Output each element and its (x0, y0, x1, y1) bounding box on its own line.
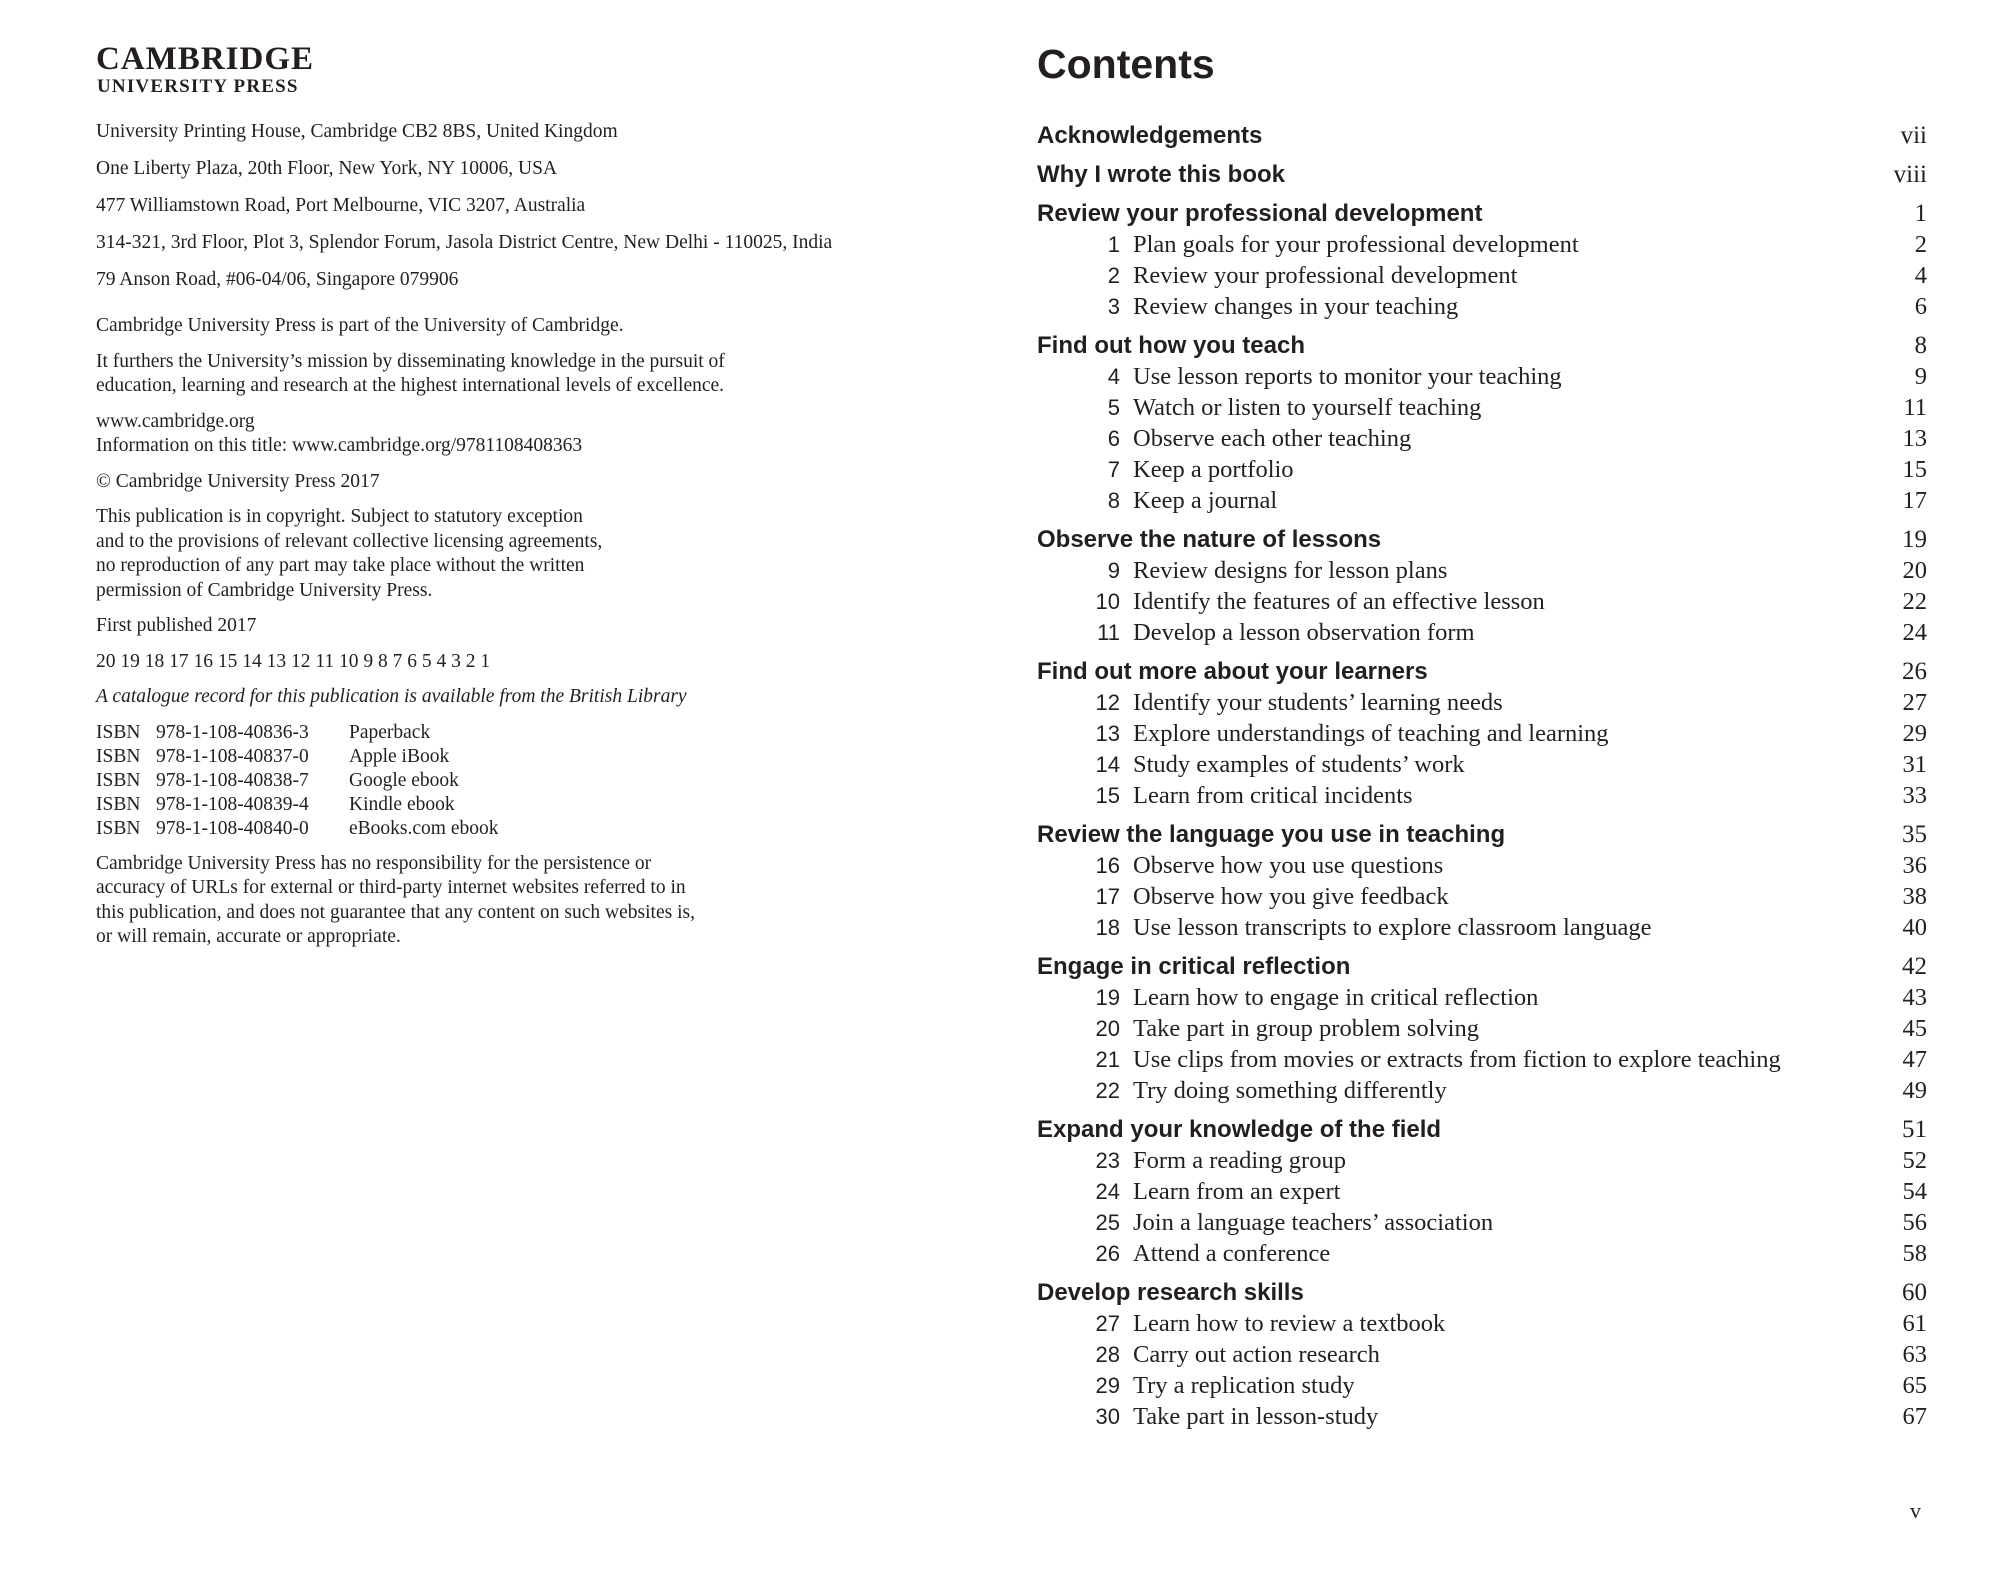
toc-section-heading[interactable] (1037, 330, 1927, 361)
toc-entry[interactable] (1037, 392, 1927, 423)
isbn-list (96, 721, 976, 841)
copyright-page (96, 42, 976, 961)
toc-entry[interactable] (1037, 687, 1927, 718)
isbn-label: ISBN (96, 745, 141, 767)
contents-title: Contents (1037, 41, 1215, 87)
toc-entry[interactable] (1037, 1370, 1927, 1401)
copyright-line (96, 470, 976, 495)
toc-entry-number: 28 (1095, 1342, 1120, 1367)
toc-entry-title: Take part in lesson-study (1133, 1403, 1379, 1430)
toc-section-title: Review the language you use in teaching (1037, 821, 1506, 848)
toc-section-title: Expand your knowledge of the field (1037, 1116, 1442, 1143)
toc-section-title: Why I wrote this book (1037, 161, 1286, 188)
toc-entry-title: Use lesson reports to monitor your teaching (1133, 363, 1562, 390)
toc-entry-number: 10 (1095, 589, 1120, 614)
website-link[interactable]: www.cambridge.org (96, 410, 255, 432)
toc-entry-page: 33 (1902, 782, 1927, 809)
toc-section-title: Find out how you teach (1037, 332, 1305, 359)
toc-entry-page: 22 (1902, 588, 1927, 615)
toc-entry[interactable] (1037, 1401, 1927, 1432)
toc-entry-title: Keep a journal (1133, 487, 1278, 514)
disclaimer-line: Cambridge University Press has no responsibility for the persistence or (96, 852, 652, 874)
isbn-number: 978-1-108-40837-0 (156, 745, 309, 767)
publisher-logo-name: CAMBRIDGE (96, 41, 315, 77)
toc-entry-title: Use clips from movies or extracts from fiction to explore teaching (1133, 1046, 1781, 1073)
toc-entry-title: Plan goals for your professional development (1133, 231, 1579, 258)
toc-entry-page: 49 (1902, 1077, 1927, 1104)
toc-section (1037, 524, 1927, 648)
first-published (96, 614, 976, 639)
title-info-link[interactable]: Information on this title: www.cambridge.org/9781108408363 (96, 435, 583, 456)
toc-entry-page: 2 (1914, 231, 1927, 258)
notice-line: no reproduction of any part may take place without the written (96, 555, 585, 576)
toc-entry-page: 27 (1902, 689, 1927, 716)
toc-section (1037, 656, 1927, 811)
toc-entry-number: 8 (1107, 488, 1120, 513)
toc-entry-number: 26 (1095, 1241, 1120, 1266)
toc-entry-page: 58 (1902, 1240, 1927, 1267)
toc-entry[interactable] (1037, 1145, 1927, 1176)
isbn-format: Apple iBook (349, 745, 450, 767)
toc-section-heading[interactable] (1037, 819, 1927, 850)
toc-entry-page: 65 (1902, 1372, 1927, 1399)
toc-entry[interactable] (1037, 454, 1927, 485)
toc-entry[interactable] (1037, 850, 1927, 881)
toc-entry-page: 38 (1902, 883, 1927, 910)
copyright-notice (96, 505, 976, 603)
toc-entry-title: Explore understandings of teaching and learning (1133, 720, 1609, 747)
toc-entry-page: 45 (1902, 1015, 1927, 1042)
toc-entry-page: 47 (1902, 1046, 1927, 1073)
toc-entry[interactable] (1037, 1075, 1927, 1106)
toc-entry-number: 1 (1107, 232, 1120, 257)
toc-section-heading[interactable] (1037, 1277, 1927, 1308)
first-published-text: First published 2017 (96, 615, 257, 636)
toc-entry-title: Review designs for lesson plans (1133, 557, 1448, 584)
toc-entry-page: 52 (1902, 1147, 1927, 1174)
toc-section-page: vii (1900, 122, 1927, 149)
isbn-label: ISBN (96, 769, 141, 791)
toc-entry[interactable] (1037, 291, 1927, 322)
toc-entry-page: 40 (1902, 914, 1927, 941)
toc-entry-page: 43 (1902, 984, 1927, 1011)
isbn-number: 978-1-108-40838-7 (156, 769, 309, 791)
isbn-label: ISBN (96, 793, 141, 815)
toc-entry-title: Identify your students’ learning needs (1133, 689, 1503, 716)
toc-entry-number: 18 (1095, 915, 1120, 940)
toc-entry-page: 67 (1902, 1403, 1927, 1430)
toc-entry-number: 23 (1095, 1148, 1120, 1173)
toc-section-heading[interactable] (1037, 198, 1927, 229)
toc-entry-title: Observe how you use questions (1133, 852, 1444, 879)
copyright-text: © Cambridge University Press 2017 (96, 470, 380, 492)
toc-entry-page: 63 (1902, 1341, 1927, 1368)
toc-section-heading[interactable] (1037, 159, 1927, 190)
toc-entry-page: 13 (1902, 425, 1927, 452)
part-of-statement (96, 314, 976, 339)
toc-section (1037, 330, 1927, 516)
toc-entry[interactable] (1037, 617, 1927, 648)
toc-entry[interactable] (1037, 1207, 1927, 1238)
toc-entry-number: 2 (1107, 263, 1120, 288)
toc-section (1037, 120, 1927, 151)
address-line: 314-321, 3rd Floor, Plot 3, Splendor Forum, Jasola District Centre, New Delhi - 110025, India (96, 232, 833, 253)
contents-page (1037, 36, 1927, 1440)
toc-entry-number: 22 (1095, 1078, 1120, 1103)
toc-entry-page: 6 (1914, 293, 1927, 320)
isbn-number: 978-1-108-40840-0 (156, 817, 309, 839)
toc-section-page: 35 (1902, 821, 1927, 848)
toc-section-page: viii (1893, 161, 1927, 188)
toc-section-heading[interactable] (1037, 1114, 1927, 1145)
toc-entry-page: 56 (1902, 1209, 1927, 1236)
mission-statement (96, 350, 976, 399)
toc-entry-title: Try a replication study (1133, 1372, 1355, 1399)
table-of-contents (1037, 120, 1927, 1432)
toc-section-page: 42 (1902, 953, 1927, 980)
isbn-label: ISBN (96, 817, 141, 839)
toc-entry-number: 5 (1107, 395, 1120, 420)
toc-entry-page: 36 (1902, 852, 1927, 879)
toc-entry-number: 19 (1095, 985, 1120, 1010)
toc-entry[interactable] (1037, 881, 1927, 912)
publisher-addresses (96, 120, 976, 292)
web-info (96, 410, 976, 459)
toc-entry-page: 31 (1902, 751, 1927, 778)
isbn-format: Paperback (349, 721, 431, 743)
isbn-row (96, 793, 976, 817)
toc-section-heading[interactable] (1037, 656, 1927, 687)
toc-entry-page: 15 (1902, 456, 1927, 483)
publisher-logo (96, 42, 976, 98)
toc-entry-title: Attend a conference (1133, 1240, 1331, 1267)
isbn-label: ISBN (96, 721, 141, 743)
toc-entry-title: Watch or listen to yourself teaching (1133, 394, 1482, 421)
toc-entry-number: 14 (1095, 752, 1120, 777)
print-line-text: 20 19 18 17 16 15 14 13 12 11 10 9 8 7 6 5 4 3 2 1 (96, 650, 491, 672)
print-line (96, 650, 976, 675)
address-line: University Printing House, Cambridge CB2 8BS, United Kingdom (96, 121, 618, 142)
toc-section (1037, 1277, 1927, 1432)
notice-line: This publication is in copyright. Subject to statutory exception (96, 506, 583, 527)
toc-section-page: 51 (1902, 1116, 1927, 1143)
toc-entry-title: Take part in group problem solving (1133, 1015, 1479, 1042)
toc-entry-number: 7 (1107, 457, 1120, 482)
toc-entry-title: Review your professional development (1133, 262, 1518, 289)
toc-entry-title: Use lesson transcripts to explore classroom language (1133, 914, 1652, 941)
toc-entry-title: Learn from critical incidents (1133, 782, 1413, 809)
toc-entry[interactable] (1037, 1044, 1927, 1075)
toc-entry-title: Observe each other teaching (1133, 425, 1412, 452)
toc-entry-number: 9 (1107, 558, 1120, 583)
toc-entry-page: 20 (1902, 557, 1927, 584)
isbn-row (96, 721, 976, 745)
toc-section-heading[interactable] (1037, 120, 1927, 151)
toc-entry[interactable] (1037, 1238, 1927, 1269)
toc-entry[interactable] (1037, 912, 1927, 943)
toc-entry[interactable] (1037, 361, 1927, 392)
toc-entry[interactable] (1037, 555, 1927, 586)
isbn-number: 978-1-108-40836-3 (156, 721, 309, 743)
toc-entry-number: 13 (1095, 721, 1120, 746)
address-line: One Liberty Plaza, 20th Floor, New York, NY 10006, USA (96, 158, 558, 179)
toc-section-title: Engage in critical reflection (1037, 953, 1351, 980)
toc-entry[interactable] (1037, 229, 1927, 260)
toc-section (1037, 1114, 1927, 1269)
disclaimer-line: accuracy of URLs for external or third-party internet websites referred to in (96, 877, 686, 898)
toc-entry-title: Form a reading group (1133, 1147, 1346, 1174)
toc-entry-number: 11 (1097, 620, 1120, 645)
mission-line: education, learning and research at the highest international levels of excellence. (96, 375, 725, 396)
toc-section (1037, 819, 1927, 943)
toc-entry-number: 6 (1107, 426, 1120, 451)
toc-entry-page: 9 (1914, 363, 1927, 390)
page-number: v (1910, 1498, 1921, 1523)
toc-entry-number: 21 (1095, 1047, 1120, 1072)
toc-section (1037, 159, 1927, 190)
isbn-number: 978-1-108-40839-4 (156, 793, 309, 815)
toc-entry-title: Keep a portfolio (1133, 456, 1294, 483)
toc-entry-number: 25 (1095, 1210, 1120, 1235)
toc-section-page: 8 (1914, 332, 1927, 359)
toc-entry-page: 11 (1903, 394, 1927, 421)
toc-entry-title: Learn how to review a textbook (1133, 1310, 1446, 1337)
isbn-row (96, 745, 976, 769)
toc-entry-number: 24 (1095, 1179, 1120, 1204)
toc-section-heading[interactable] (1037, 524, 1927, 555)
url-disclaimer (96, 852, 976, 950)
toc-section-title: Observe the nature of lessons (1037, 526, 1382, 553)
isbn-format: Google ebook (349, 769, 459, 791)
toc-entry-title: Develop a lesson observation form (1133, 619, 1475, 646)
toc-section (1037, 198, 1927, 322)
toc-section-title: Acknowledgements (1037, 122, 1263, 149)
toc-entry-page: 4 (1914, 262, 1927, 289)
toc-entry[interactable] (1037, 260, 1927, 291)
disclaimer-line: or will remain, accurate or appropriate. (96, 926, 401, 947)
catalogue-record (96, 685, 976, 710)
part-of-text: Cambridge University Press is part of the University of Cambridge. (96, 315, 624, 336)
toc-entry[interactable] (1037, 1308, 1927, 1339)
toc-entry-title: Observe how you give feedback (1133, 883, 1449, 910)
isbn-format: eBooks.com ebook (349, 817, 499, 839)
toc-entry-title: Learn from an expert (1133, 1178, 1341, 1205)
toc-entry-title: Review changes in your teaching (1133, 293, 1459, 320)
toc-section (1037, 951, 1927, 1106)
publisher-logo-subtitle: UNIVERSITY PRESS (97, 76, 299, 97)
toc-entry[interactable] (1037, 1013, 1927, 1044)
catalogue-text: A catalogue record for this publication is available from the British Library (96, 686, 687, 707)
isbn-row (96, 769, 976, 793)
toc-entry-number: 3 (1107, 294, 1120, 319)
disclaimer-line: this publication, and does not guarantee that any content on such websites is, (96, 901, 695, 923)
toc-entry-title: Identify the features of an effective lesson (1133, 588, 1545, 615)
toc-entry-page: 17 (1902, 487, 1927, 514)
toc-section-heading[interactable] (1037, 951, 1927, 982)
toc-section-title: Review your professional development (1037, 200, 1483, 227)
toc-entry-number: 17 (1095, 884, 1120, 909)
toc-entry[interactable] (1037, 780, 1927, 811)
toc-entry-number: 4 (1107, 364, 1120, 389)
toc-section-title: Find out more about your learners (1037, 658, 1428, 685)
toc-entry-number: 12 (1095, 690, 1120, 715)
toc-entry-number: 16 (1095, 853, 1120, 878)
toc-entry-page: 61 (1902, 1310, 1927, 1337)
toc-entry-title: Carry out action research (1133, 1341, 1380, 1368)
address-line: 477 Williamstown Road, Port Melbourne, VIC 3207, Australia (96, 195, 586, 216)
mission-line: It furthers the University’s mission by disseminating knowledge in the pursuit of (96, 350, 725, 372)
isbn-row (96, 817, 976, 841)
notice-line: permission of Cambridge University Press. (96, 579, 433, 601)
toc-entry-page: 29 (1902, 720, 1927, 747)
toc-entry-title: Learn how to engage in critical reflection (1133, 984, 1539, 1011)
toc-entry[interactable] (1037, 1176, 1927, 1207)
toc-entry-title: Join a language teachers’ association (1133, 1209, 1494, 1236)
toc-entry-page: 24 (1902, 619, 1927, 646)
toc-entry-number: 20 (1095, 1016, 1120, 1041)
notice-line: and to the provisions of relevant collective licensing agreements, (96, 530, 603, 552)
isbn-format: Kindle ebook (349, 793, 455, 815)
toc-entry-page: 54 (1902, 1178, 1927, 1205)
toc-entry-number: 29 (1095, 1373, 1120, 1398)
toc-entry-number: 27 (1095, 1311, 1120, 1336)
toc-entry-number: 30 (1095, 1404, 1120, 1429)
toc-entry-title: Try doing something differently (1133, 1077, 1447, 1104)
toc-entry[interactable] (1037, 749, 1927, 780)
toc-section-title: Develop research skills (1037, 1279, 1304, 1306)
toc-entry[interactable] (1037, 718, 1927, 749)
toc-entry[interactable] (1037, 586, 1927, 617)
toc-entry[interactable] (1037, 423, 1927, 454)
toc-entry[interactable] (1037, 1339, 1927, 1370)
toc-entry-title: Study examples of students’ work (1133, 751, 1465, 778)
toc-entry-number: 15 (1095, 783, 1120, 808)
toc-section-page: 60 (1902, 1279, 1927, 1306)
address-line: 79 Anson Road, #06-04/06, Singapore 079906 (96, 269, 459, 290)
toc-section-page: 26 (1902, 658, 1927, 685)
toc-section-page: 1 (1914, 200, 1927, 227)
toc-section-page: 19 (1902, 526, 1927, 553)
toc-entry[interactable] (1037, 485, 1927, 516)
toc-entry[interactable] (1037, 982, 1927, 1013)
